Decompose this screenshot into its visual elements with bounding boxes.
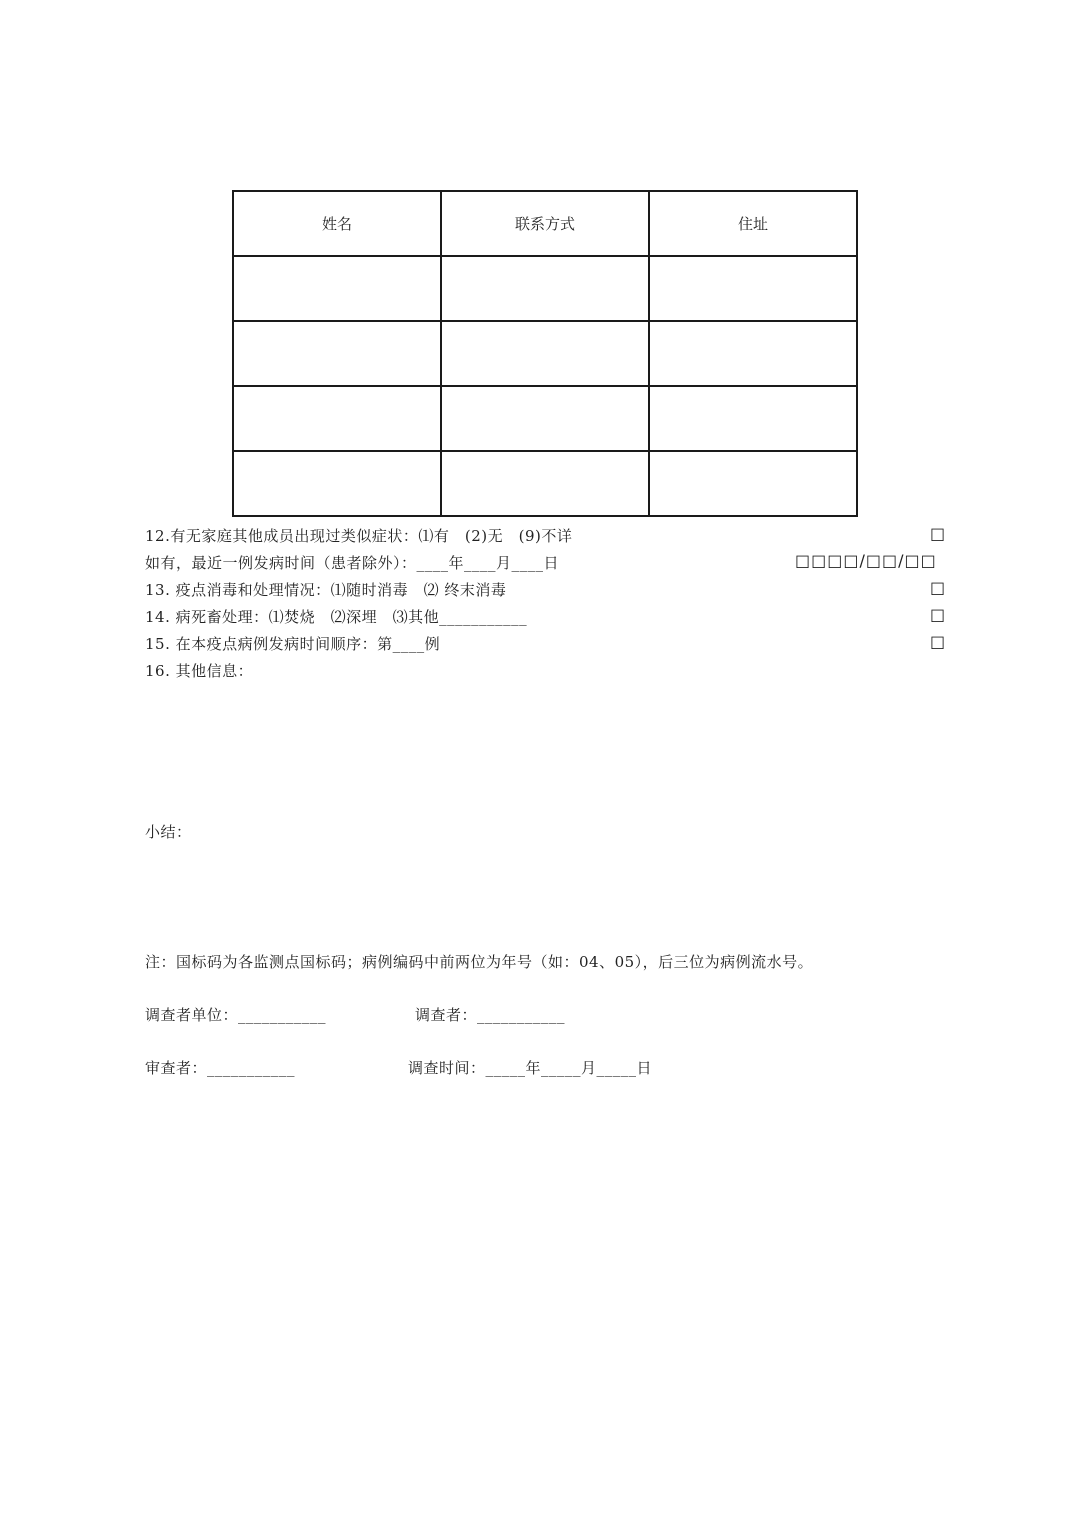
table-header-row xyxy=(233,191,857,256)
table-cell[interactable] xyxy=(233,386,441,451)
table-cell[interactable] xyxy=(649,451,857,516)
question-16: 16. 其他信息： xyxy=(145,662,254,680)
table-cell[interactable] xyxy=(441,386,649,451)
table-row xyxy=(233,321,857,386)
question-12-checkbox[interactable]: □ xyxy=(930,524,947,543)
table-cell[interactable] xyxy=(233,256,441,321)
contacts-table xyxy=(232,190,858,517)
question-14: 14. 病死畜处理：⑴焚烧 ⑵深埋 ⑶其他___________ xyxy=(145,608,528,626)
question-14-checkbox[interactable]: □ xyxy=(930,605,947,624)
table-row xyxy=(233,451,857,516)
survey-date-field[interactable]: 调查时间：_____年_____月_____日 xyxy=(408,1059,653,1077)
question-12-date-boxes[interactable]: □□□□/□□/□□ xyxy=(795,551,937,570)
investigator-field[interactable]: 调查者：___________ xyxy=(415,1006,566,1024)
table-cell[interactable] xyxy=(233,321,441,386)
footnote: 注：国标码为各监测点国标码；病例编码中前两位为年号（如：04、05），后三位为病例流水号。 xyxy=(145,953,814,971)
question-15: 15. 在本疫点病例发病时间顺序：第____例 xyxy=(145,635,441,653)
table-cell[interactable] xyxy=(233,451,441,516)
table-cell[interactable] xyxy=(649,321,857,386)
table-header-contact: 联系方式 xyxy=(441,191,649,256)
table-header-name: 姓名 xyxy=(233,191,441,256)
reviewer-field[interactable]: 审查者：___________ xyxy=(145,1059,296,1077)
table-row xyxy=(233,386,857,451)
table-row xyxy=(233,256,857,321)
question-13: 13. 疫点消毒和处理情况：⑴随时消毒 ⑵ 终末消毒 xyxy=(145,581,507,599)
table-cell[interactable] xyxy=(649,256,857,321)
question-12-followup: 如有，最近一例发病时间（患者除外）：____年____月____日 xyxy=(145,554,560,572)
question-12: 12.有无家庭其他成员出现过类似症状：⑴有 (2)无 (9)不详 xyxy=(145,527,573,545)
summary-label: 小结： xyxy=(145,823,192,841)
table-cell[interactable] xyxy=(441,451,649,516)
investigator-unit-field[interactable]: 调查者单位：___________ xyxy=(145,1006,327,1024)
question-13-checkbox[interactable]: □ xyxy=(930,578,947,597)
question-15-checkbox[interactable]: □ xyxy=(930,632,947,651)
table-header-address: 住址 xyxy=(649,191,857,256)
table-cell[interactable] xyxy=(649,386,857,451)
table-cell[interactable] xyxy=(441,321,649,386)
table-cell[interactable] xyxy=(441,256,649,321)
